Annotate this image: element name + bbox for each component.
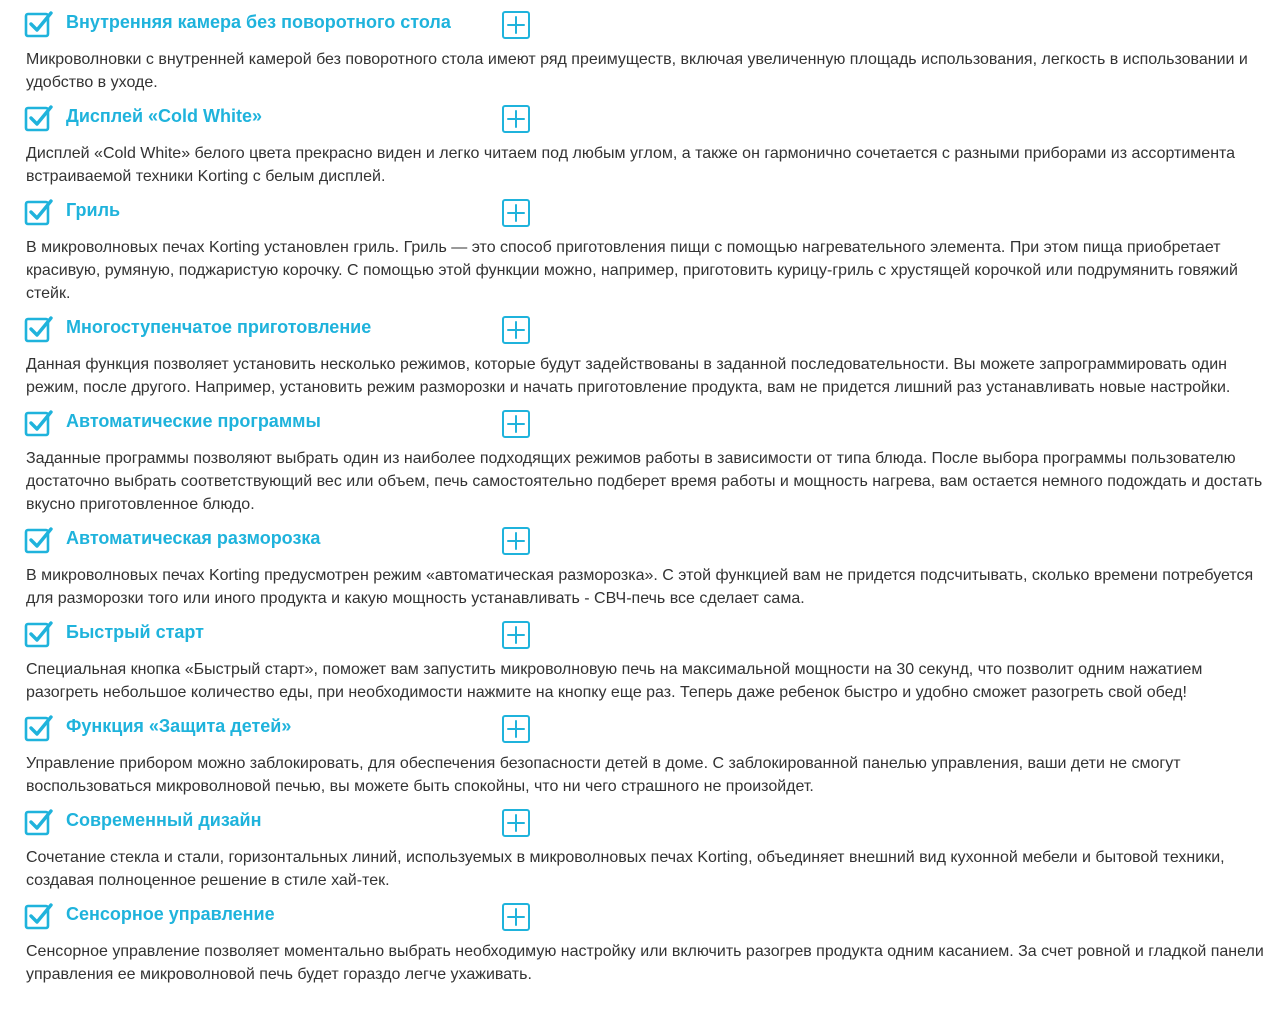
feature-item [0,0,1284,94]
feature-description: Сочетание стекла и стали, горизонтальных линий, используемых в микроволновых печах Korting, объединяет внешний вид кухонной мебели и бытовой техники, создавая полноценное решение в стиле хай-тек. [26,849,1225,889]
feature-description: Дисплей «Cold White» белого цвета прекрасно виден и легко читаем под любым углом, а также он гармонично сочетается с разными приборами из ассортимента встраиваемой техники Korting с белым дисплей. [26,145,1236,185]
feature-title: Быстрый старт [66,622,204,642]
checkbox-checked-icon [24,314,54,344]
feature-item [0,610,1284,704]
feature-item [0,305,1284,399]
checkbox-checked-icon [24,619,54,649]
expand-button[interactable] [500,525,532,557]
feature-title: Сенсорное управление [66,904,275,924]
checkbox-checked-icon [24,807,54,837]
plus-square-icon [500,314,532,346]
expand-button[interactable] [500,408,532,440]
feature-header [0,892,1284,932]
feature-header [0,399,1284,439]
feature-header [0,0,1284,40]
plus-square-icon [500,9,532,41]
feature-header [0,516,1284,556]
expand-button[interactable] [500,713,532,745]
feature-title: Автоматические программы [66,411,321,431]
plus-square-icon [500,408,532,440]
expand-button[interactable] [500,314,532,346]
plus-square-icon [500,197,532,229]
checkbox-checked-icon [24,525,54,555]
feature-description: Управление прибором можно заблокировать, для обеспечения безопасности детей в доме. С заблокированной панелью управления, ваши дети не смогут воспользоваться микроволновой печью, вы можете быть спокойны, что ни чего страшного не произойдет. [26,755,1181,795]
checkbox-checked-icon [24,713,54,743]
feature-item [0,704,1284,798]
checkbox-checked-icon [24,408,54,438]
feature-item [0,94,1284,188]
expand-button[interactable] [500,901,532,933]
plus-square-icon [500,525,532,557]
feature-title: Функция «Защита детей» [66,716,292,736]
checkbox-checked-icon [24,9,54,39]
feature-description: Специальная кнопка «Быстрый старт», поможет вам запустить микроволновую печь на максимальной мощности на 30 секунд, что позволит одним нажатием разогреть небольшое количество еды, при необходимости нажмите на кнопку еще раз. Теперь даже ребенок быстро и удобно сможет разогреть свой обед! [26,661,1203,701]
feature-header [0,704,1284,744]
plus-square-icon [500,807,532,839]
feature-header [0,305,1284,345]
checkbox-checked-icon [24,103,54,133]
plus-square-icon [500,713,532,745]
checkbox-checked-icon [24,901,54,931]
feature-item [0,798,1284,892]
feature-description: Сенсорное управление позволяет моментально выбрать необходимую настройку или включить разогрев продукта одним касанием. За счет ровной и гладкой панели управления ее микроволновой печь будет гораздо легче ухаживать. [26,943,1264,983]
checkbox-checked-icon [24,197,54,227]
feature-header [0,610,1284,650]
expand-button[interactable] [500,197,532,229]
expand-button[interactable] [500,619,532,651]
feature-title: Гриль [66,200,121,220]
expand-button[interactable] [500,103,532,135]
feature-item [0,892,1284,986]
feature-description: В микроволновых печах Korting установлен гриль. Гриль — это способ приготовления пищи с помощью нагревательного элемента. При этом пища приобретает красивую, румяную, поджаристую корочку. С помощью этой функции можно, например, приготовить курицу-гриль с хрустящей корочкой или подрумянить говяжий стейк. [26,239,1238,302]
feature-item [0,399,1284,516]
feature-header [0,188,1284,228]
feature-title: Дисплей «Cold White» [66,106,263,126]
plus-square-icon [500,901,532,933]
feature-title: Автоматическая разморозка [66,528,321,548]
feature-description: В микроволновых печах Korting предусмотрен режим «автоматическая разморозка». С этой функцией вам не придется подсчитывать, сколько времени потребуется для разморозки того или иного продукта и какую мощность устанавливать - СВЧ-печь все сделает сама. [26,567,1254,607]
feature-title: Внутренняя камера без поворотного стола [66,12,451,32]
feature-description: Данная функция позволяет установить несколько режимов, которые будут задействованы в заданной последовательности. Вы можете запрограммировать один режим, после другого. Например, установить режим разморозки и начать приготовление продукта, вам не придется лишний раз устанавливать новые настройки. [26,356,1231,396]
feature-header [0,94,1284,134]
feature-item [0,516,1284,610]
feature-title: Многоступенчатое приготовление [66,317,372,337]
feature-description: Заданные программы позволяют выбрать один из наиболее подходящих режимов работы в зависимости от типа блюда. После выбора программы пользователю достаточно выбрать соответствующий вес или объем, печь самостоятельно подберет время работы и мощность нагрева, вам остается немного подождать и достать вкусно приготовленное блюдо. [26,450,1263,513]
feature-description: Микроволновки с внутренней камерой без поворотного стола имеют ряд преимуществ, включая увеличенную площадь использования, легкость в использовании и удобство в уходе. [26,51,1248,91]
expand-button[interactable] [500,807,532,839]
feature-title: Современный дизайн [66,810,262,830]
plus-square-icon [500,103,532,135]
feature-item [0,188,1284,305]
feature-header [0,798,1284,838]
expand-button[interactable] [500,9,532,41]
plus-square-icon [500,619,532,651]
